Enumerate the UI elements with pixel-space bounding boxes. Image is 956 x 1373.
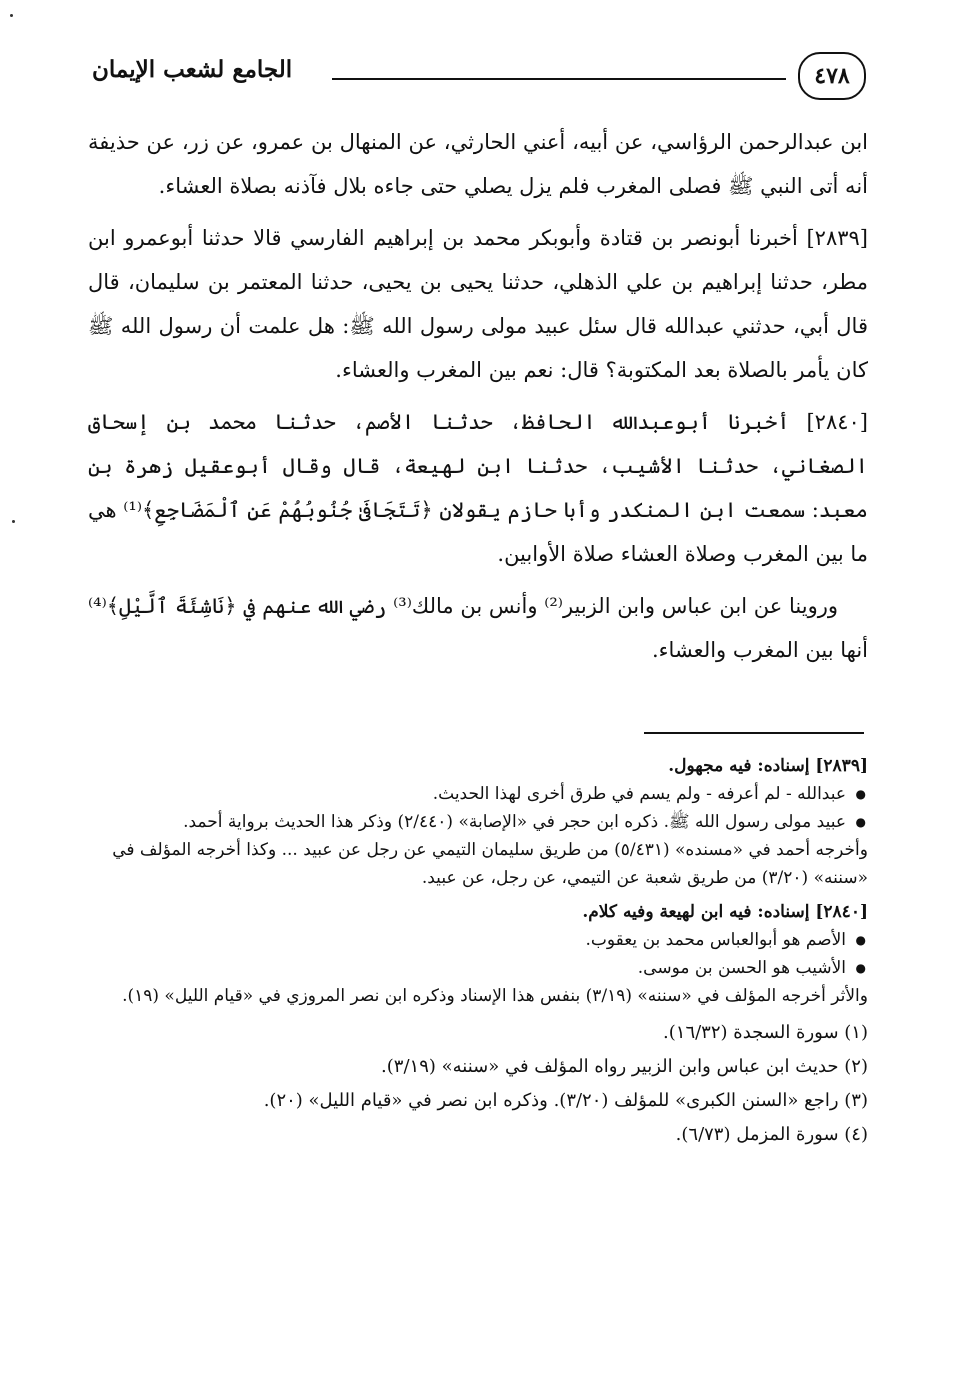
footnote-3: (٣) راجع «السنن الكبرى» للمؤلف (٣/٢٠). وذكره ابن نصر في «قيام الليل» (٢٠). (263, 1090, 868, 1111)
note-bullets (88, 926, 868, 982)
note-bullet: ● عبدالله - لم أعرفه - ولم يسم في طرق أخرى لهذا الحديث. (88, 780, 868, 808)
note-text: وأخرجه أحمد في «مسنده» (٥/٤٣١) من طريق سليمان التيمي عن رجل عن عبيد ... وكذا أخرجه المؤلف في «سننه» (٣/٢٠) من طريق شعبة عن التيمي، عن رجل، عن عبيد. (112, 840, 868, 888)
note-bullet: ● الأشيب هو الحسن بن موسى. (88, 954, 868, 982)
footnotes-section (88, 752, 868, 1152)
header-rule (332, 78, 786, 80)
main-text (88, 120, 868, 680)
footnote-1: (١) سورة السجدة (١٦/٣٢). (663, 1022, 868, 1043)
note-heading: [٢٨٣٩] إسناده: فيه مجهول. (668, 756, 868, 776)
footnote-2: (٢) حديث ابن عباس وابن الزبير رواه المؤلف في «سننه» (٣/١٩). (381, 1056, 868, 1077)
note-text: والأثر أخرجه المؤلف في «سننه» (٣/١٩) بنفس هذا الإسناد وذكره ابن نصر المروزي في «قيام الليل» (١٩). (122, 986, 868, 1006)
footnote-4: (٤) سورة المزمل (٦/٧٣). (675, 1124, 868, 1145)
paragraph: ابن عبدالرحمن الرؤاسي، عن أبيه، أعني الحارثي، عن المنهال بن عمرو، عن زر، عن حذيفة أنه أتى النبي ﷺ فصلى المغرب فلم يزل يصلي حتى جاءه بلال فآذنه بصلاة العشاء. (88, 130, 868, 198)
note-bullets (88, 780, 868, 836)
page-header (92, 52, 866, 102)
scan-speck (10, 14, 13, 17)
note-2839 (88, 752, 868, 892)
paragraph-2839: [٢٨٣٩] أخبرنا أبونصر بن قتادة وأبوبكر محمد بن إبراهيم الفارسي قالا حدثنا أبوعمرو ابن مطر، حدثنا إبراهيم بن علي الذهلي، حدثنا يحيى بن يحيى، حدثنا المعتمر بن سليمان، قال قال أبي، حدثني عبدالله قال سئل عبيد مولى رسول الله ﷺ: هل علمت أن رسول الله ﷺ كان يأمر بالصلاة بعد المكتوبة؟ قال: نعم بين المغرب والعشاء. (88, 226, 868, 382)
book-title: الجامع لشعب الإيمان (92, 56, 293, 83)
scan-speck (12, 520, 15, 523)
page-number: ٤٧٨ (798, 52, 866, 100)
footnote-separator (644, 732, 864, 734)
note-2840 (88, 898, 868, 1010)
note-heading: [٢٨٤٠] إسناده: فيه ابن لهيعة وفيه كلام. (582, 902, 868, 922)
paragraph: وروينا عن ابن عباس وابن الزبير⁽²⁾ وأنس بن مالك⁽³⁾ رضي الله عنهم في ﴿نَاشِئَةَ ٱلَّيْلِ﴾⁽⁴⁾ أنها بين المغرب والعشاء. (88, 594, 868, 662)
paragraph-2840: [٢٨٤٠] أخبرنا أبوعبدالله الحافظ، حدثنا الأصم، حدثنا محمد بن إسحاق الصغاني، حدثنا الأشيب، حدثنا ابن لهيعة، قال وقال أبوعقيل زهرة بن معبد: سمعت ابن المنكدر وأبا حازم يقولان ﴿تَتَجَافَىٰ جُنُوبُهُمْ عَنِ ٱلْمَضَاجِعِ﴾⁽¹⁾ هي ما بين المغرب وصلاة العشاء صلاة الأوابين. (88, 410, 868, 566)
note-bullet: ● عبيد مولى رسول الله ﷺ. ذكره ابن حجر في «الإصابة» (٢/٤٤٠) وذكر هذا الحديث برواية أحمد. (88, 808, 868, 836)
note-bullet: ● الأصم هو أبوالعباس محمد بن يعقوب. (88, 926, 868, 954)
